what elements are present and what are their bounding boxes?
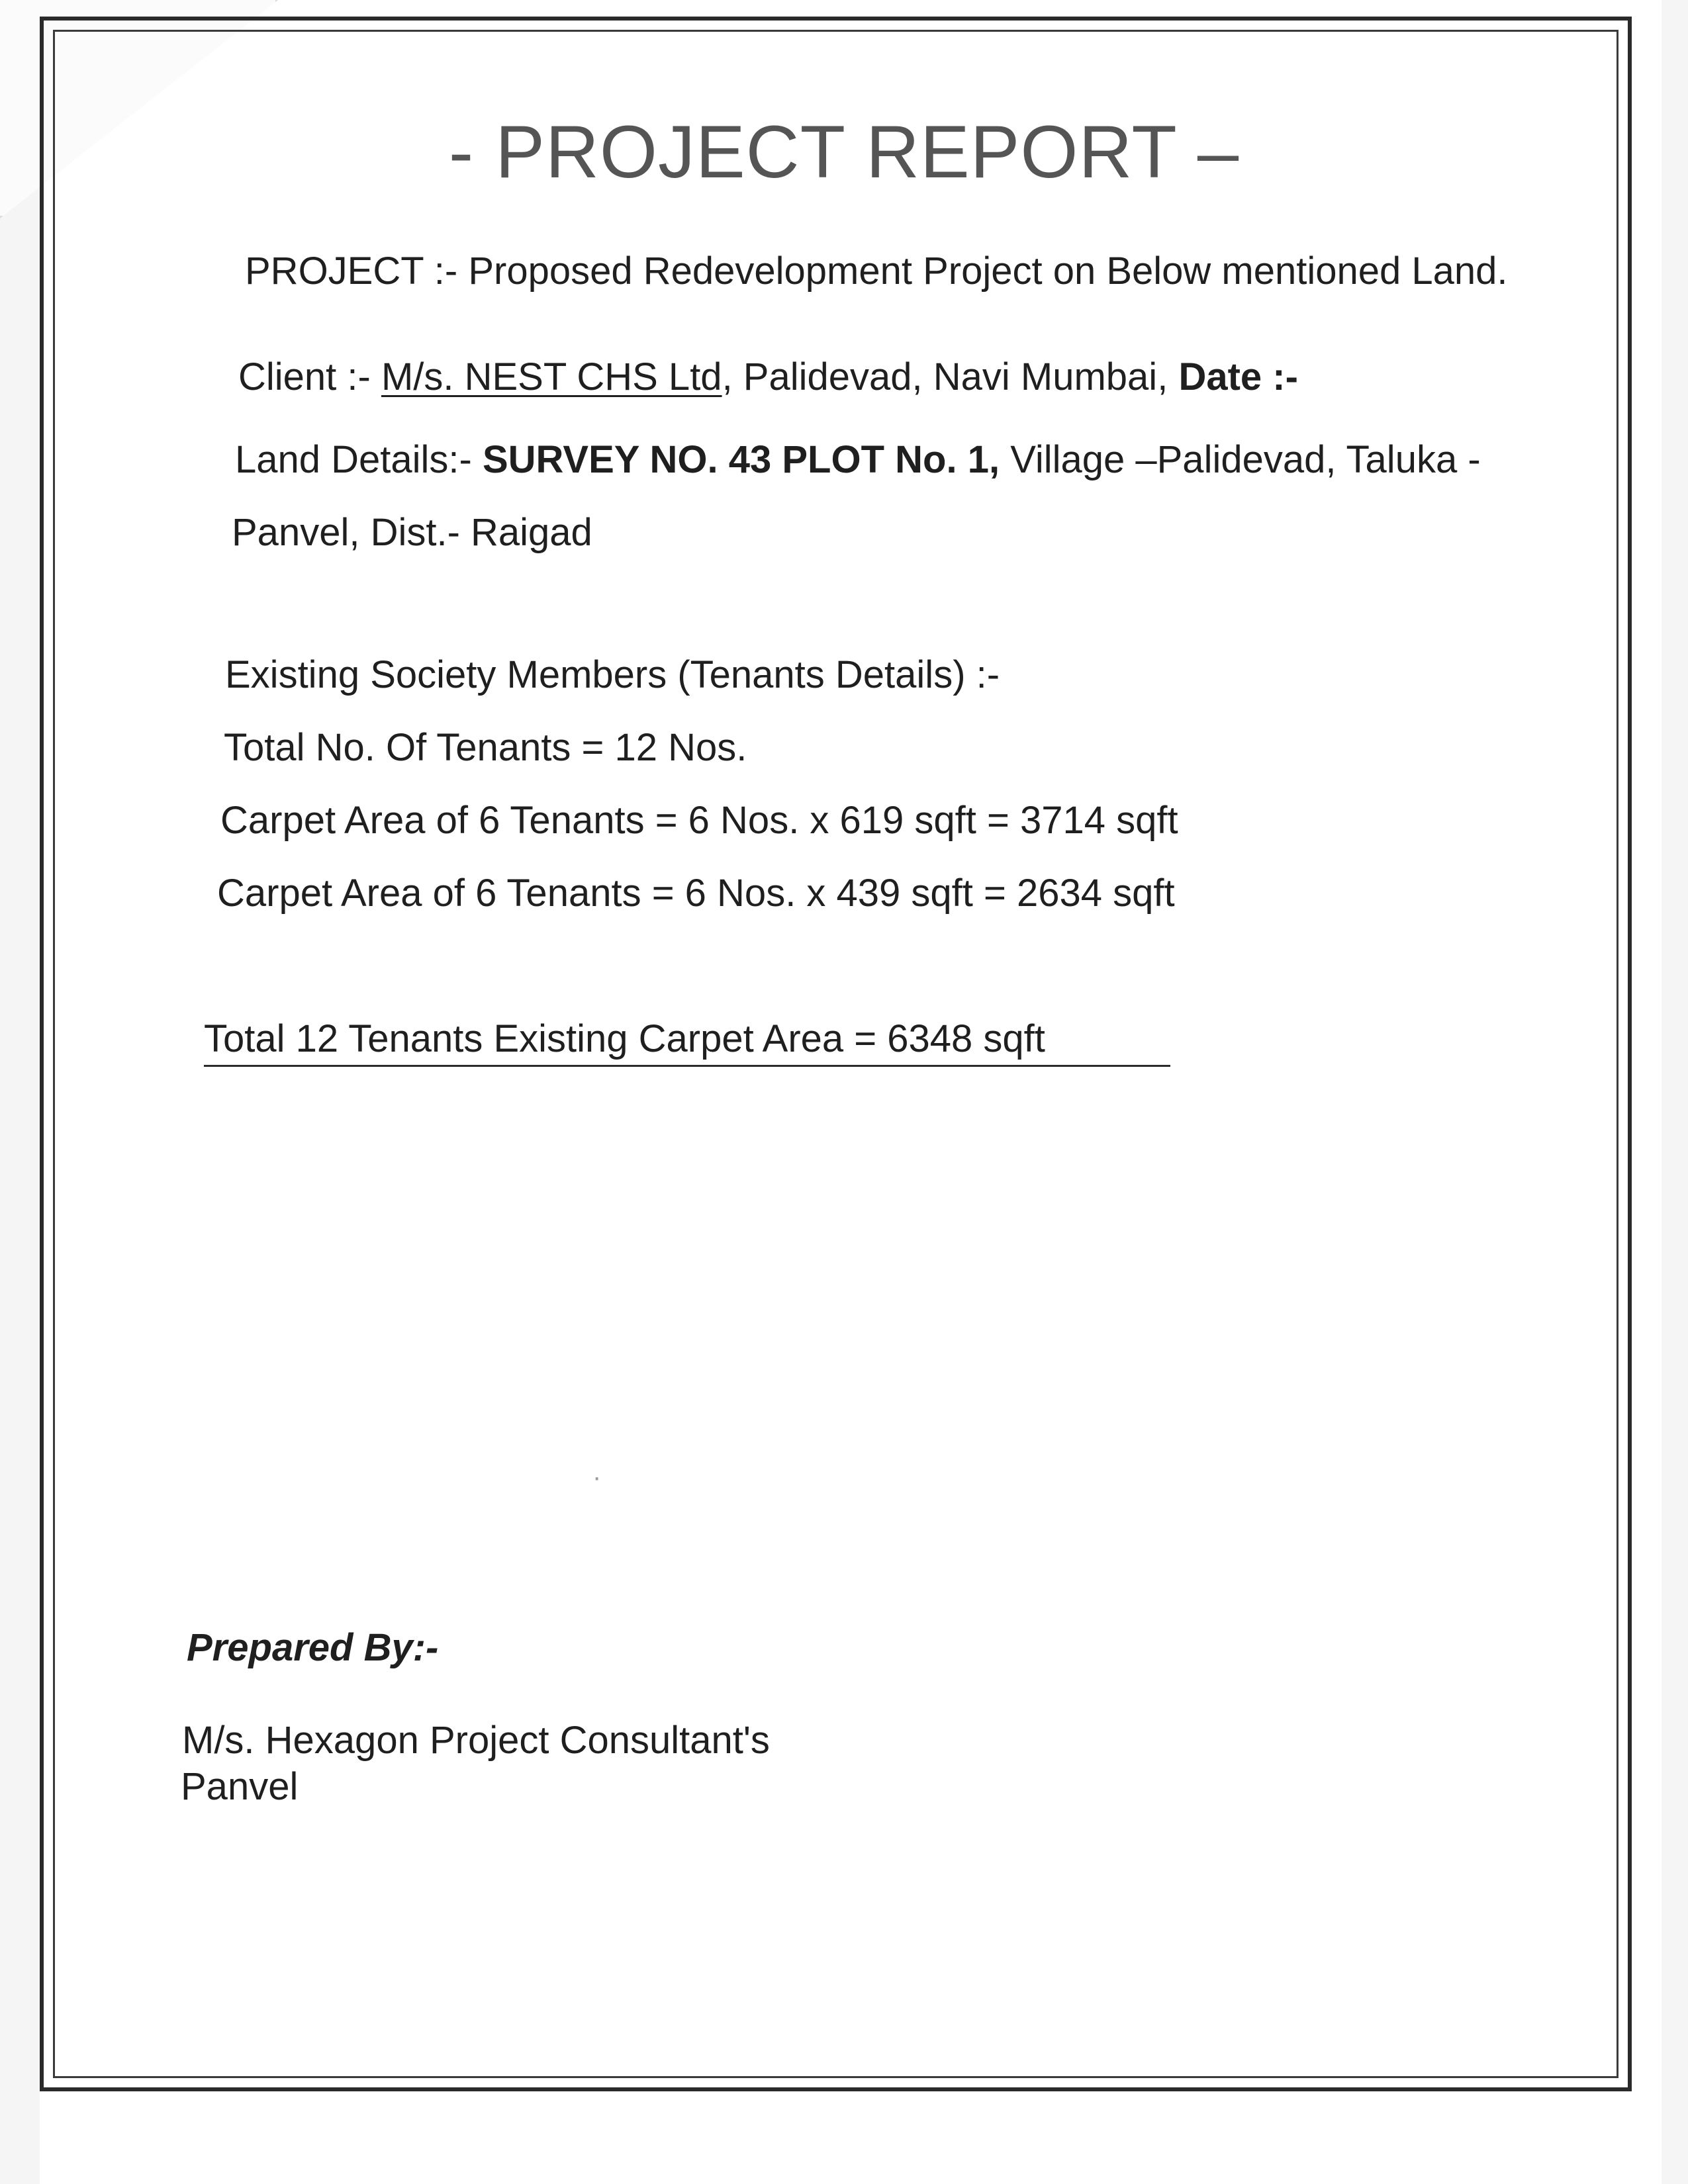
- tenants-total: Total No. Of Tenants = 12 Nos.: [224, 726, 747, 769]
- client-name: M/s. NEST CHS Ltd: [381, 355, 722, 398]
- village-taluka: Village –Palidevad, Taluka -: [1010, 438, 1481, 481]
- survey-plot: SURVEY NO. 43 PLOT No. 1,: [482, 438, 1000, 481]
- total-carpet-area: Total 12 Tenants Existing Carpet Area = 6348 sqft: [204, 1016, 1170, 1067]
- date-label: Date :-: [1178, 355, 1298, 398]
- land-label: Land Details:-: [235, 438, 472, 481]
- client-line: [238, 354, 1298, 400]
- carpet-area-line-1: Carpet Area of 6 Tenants = 6 Nos. x 619 sqft = 3714 sqft: [220, 799, 1178, 842]
- prepared-by-label: Prepared By:-: [187, 1626, 439, 1669]
- ink-dot: ·: [592, 1463, 602, 1492]
- project-label: PROJECT :-: [245, 250, 458, 293]
- tenants-heading: Existing Society Members (Tenants Details) :-: [225, 653, 1000, 696]
- consultant-name: M/s. Hexagon Project Consultant's: [182, 1719, 770, 1762]
- land-details-line: [235, 437, 1481, 483]
- carpet-area-line-2: Carpet Area of 6 Tenants = 6 Nos. x 439 sqft = 2634 sqft: [217, 872, 1175, 915]
- client-label: Client :-: [238, 355, 371, 398]
- consultant-city: Panvel: [181, 1765, 299, 1808]
- project-value: Proposed Redevelopment Project on Below mentioned Land.: [468, 250, 1508, 293]
- client-location: , Palidevad, Navi Mumbai,: [722, 355, 1168, 398]
- page-title: - PROJECT REPORT –: [448, 111, 1240, 193]
- project-line: [245, 248, 1508, 295]
- land-details-line-2: Panvel, Dist.- Raigad: [232, 511, 592, 554]
